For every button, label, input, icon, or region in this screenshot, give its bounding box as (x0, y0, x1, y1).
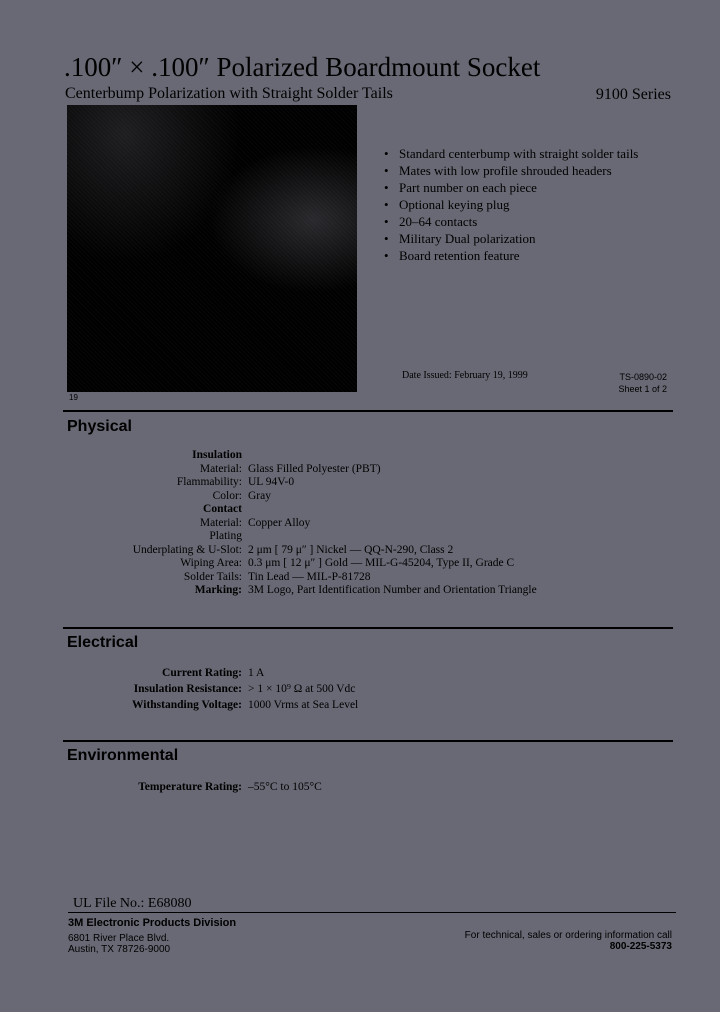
spec-row (70, 490, 690, 504)
spec-label: Insulation Resistance: (133, 683, 242, 695)
document-number: TS-0890-02 (619, 372, 667, 382)
ul-file-number: UL File No.: E68080 (73, 896, 192, 911)
spec-label: Underplating & U-Slot: (132, 543, 242, 556)
page-subtitle: Centerbump Polarization with Straight Solder Tails (65, 85, 393, 102)
spec-value: UL 94V-0 (248, 476, 295, 488)
physical-specs (70, 449, 690, 598)
photo-number: 19 (69, 393, 78, 402)
feature-item: • Board retention feature (384, 248, 638, 265)
spec-row (70, 476, 690, 490)
environmental-heading: Environmental (67, 747, 179, 764)
spec-label: Wiping Area: (180, 557, 242, 569)
spec-row (70, 449, 690, 463)
address-line: Austin, TX 78726-9000 (68, 944, 171, 955)
spec-label: Marking: (194, 584, 242, 596)
spec-value (248, 449, 690, 463)
spec-label: Flammability: (176, 476, 242, 488)
feature-item: • Mates with low profile shrouded headers (384, 163, 638, 180)
electrical-heading: Electrical (67, 634, 139, 651)
spec-row (70, 699, 690, 715)
division-name: 3M Electronic Products Division (68, 917, 237, 929)
spec-row (70, 544, 690, 558)
document-number-block (618, 371, 667, 395)
spec-value (248, 503, 690, 517)
section-divider (63, 627, 673, 629)
spec-row (70, 503, 690, 517)
spec-row (70, 683, 690, 699)
section-divider (63, 410, 673, 412)
spec-value: 2 μm [ 79 μ″ ] Nickel — QQ-N-290, Class 2 (248, 543, 454, 556)
address-line: 6801 River Place Blvd. (68, 933, 170, 944)
feature-item: • 20–64 contacts (384, 214, 638, 231)
feature-item: • Optional keying plug (384, 197, 638, 214)
section-divider (63, 740, 673, 742)
spec-value: > 1 × 10⁹ Ω at 500 Vdc (248, 683, 356, 695)
spec-label: Color: (212, 489, 242, 502)
spec-value: Tin Lead — MIL-P-81728 (248, 570, 371, 583)
spec-row (70, 517, 690, 531)
spec-label: Insulation (192, 449, 242, 461)
sheet-number: Sheet 1 of 2 (618, 384, 667, 394)
feature-item: • Standard centerbump with straight solder tails (384, 146, 638, 163)
feature-item: • Military Dual polarization (384, 231, 638, 248)
spec-value: –55°C to 105°C (248, 781, 322, 793)
spec-value: 0.3 μm [ 12 μ″ ] Gold — MIL-G-45204, Type II, Grade C (248, 557, 515, 569)
environmental-specs (70, 781, 690, 797)
spec-label: Solder Tails: (183, 570, 242, 583)
spec-row (70, 584, 690, 598)
physical-heading: Physical (67, 418, 132, 435)
spec-row (70, 530, 690, 544)
feature-list (384, 146, 638, 265)
spec-label: Material: (199, 462, 242, 475)
date-issued: Date Issued: February 19, 1999 (402, 370, 528, 381)
contact-info (465, 930, 672, 952)
spec-value: 1000 Vrms at Sea Level (248, 699, 359, 711)
spec-label: Withstanding Voltage: (131, 699, 242, 711)
footer-divider (68, 912, 676, 913)
spec-row (70, 781, 690, 797)
spec-value: 3M Logo, Part Identification Number and Orientation Triangle (248, 584, 537, 596)
spec-row (70, 667, 690, 683)
spec-label: Plating (209, 530, 242, 542)
spec-value (248, 530, 690, 544)
spec-label: Contact (203, 503, 242, 515)
spec-row (70, 557, 690, 571)
spec-label: Material: (199, 516, 242, 529)
spec-value: Glass Filled Polyester (PBT) (248, 462, 381, 475)
spec-label: Current Rating: (162, 667, 242, 679)
address (68, 933, 170, 955)
spec-label: Temperature Rating: (138, 781, 242, 793)
contact-text: For technical, sales or ordering information call (464, 930, 672, 941)
spec-value: 1 A (248, 667, 265, 679)
feature-item: • Part number on each piece (384, 180, 638, 197)
spec-value: Gray (248, 489, 271, 502)
spec-row (70, 463, 690, 477)
series-label: 9100 Series (595, 86, 671, 103)
spec-value: Copper Alloy (248, 516, 311, 529)
phone-number: 800-225-5373 (609, 941, 672, 952)
page-title: .100″ × .100″ Polarized Boardmount Socket (64, 52, 541, 82)
electrical-specs (70, 667, 690, 715)
product-photo (67, 105, 357, 392)
spec-row (70, 571, 690, 585)
